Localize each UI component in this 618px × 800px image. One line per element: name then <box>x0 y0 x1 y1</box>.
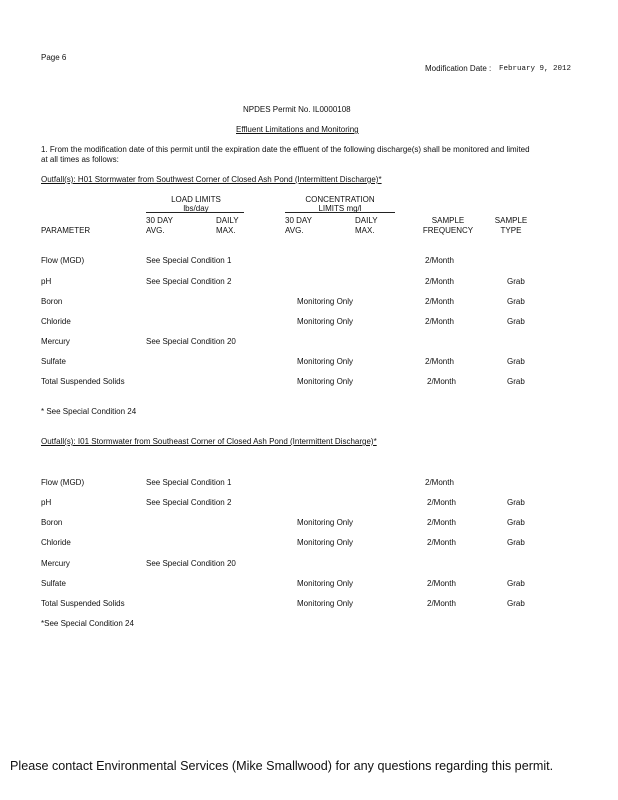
row-parameter: Chloride <box>41 538 71 547</box>
row-frequency: 2/Month <box>427 518 456 527</box>
row-concentration: Monitoring Only <box>297 599 354 608</box>
modification-date: February 9, 2012 <box>499 65 572 73</box>
row-parameter: Chloride <box>41 317 71 326</box>
row-frequency: 2/Month <box>427 377 456 386</box>
row-concentration: Monitoring Only <box>297 317 354 326</box>
row-parameter: Flow (MGD) <box>41 478 85 487</box>
row-parameter: Sulfate <box>41 357 66 366</box>
permit-number: NPDES Permit No. IL0000108 <box>243 105 351 114</box>
footer-contact-note: Please contact Environmental Services (Mike Smallwood) for any questions regarding this permit. <box>10 759 554 773</box>
conc-avg-label: AVG. <box>285 226 304 235</box>
row-type: Grab <box>507 498 525 507</box>
conc-daily-label: DAILY <box>355 216 378 225</box>
row-load: See Special Condition 2 <box>146 498 232 507</box>
section-title: Effluent Limitations and Monitoring <box>236 125 359 134</box>
concentration-limits-header: CONCENTRATION <box>305 195 375 204</box>
frequency-header: FREQUENCY <box>422 226 474 235</box>
row-type: Grab <box>507 538 525 547</box>
page-number: Page 6 <box>41 53 67 62</box>
load-limits-header: LOAD LIMITS <box>171 195 221 204</box>
row-type: Grab <box>507 518 525 527</box>
load-limits-units: lbs/day <box>183 204 209 213</box>
intro-line-2: at all times as follows: <box>41 155 119 164</box>
sample-type-header-line1: SAMPLE <box>494 216 528 225</box>
row-type: Grab <box>507 297 525 306</box>
row-type: Grab <box>507 599 525 608</box>
row-type: Grab <box>507 277 525 286</box>
row-parameter: Total Suspended Solids <box>41 599 125 608</box>
load-avg-label: AVG. <box>146 226 165 235</box>
sample-header: SAMPLE <box>431 216 465 225</box>
row-load: See Special Condition 1 <box>146 256 232 265</box>
row-parameter: Boron <box>41 297 63 306</box>
conc-max-label: MAX. <box>355 226 375 235</box>
row-frequency: 2/Month <box>425 277 454 286</box>
outfall-2-footnote: *See Special Condition 24 <box>41 619 134 628</box>
conc-30day-label: 30 DAY <box>285 216 312 225</box>
row-concentration: Monitoring Only <box>297 579 354 588</box>
outfall-1-title: Outfall(s): H01 Stormwater from Southwest Corner of Closed Ash Pond (Intermittent Discharge)* <box>41 175 382 184</box>
load-30day-label: 30 DAY <box>146 216 173 225</box>
row-concentration: Monitoring Only <box>297 357 354 366</box>
row-parameter: pH <box>41 277 52 286</box>
row-frequency: 2/Month <box>427 579 456 588</box>
row-parameter: Boron <box>41 518 63 527</box>
row-concentration: Monitoring Only <box>297 538 354 547</box>
outfall-1-footnote: * See Special Condition 24 <box>41 407 137 416</box>
row-concentration: Monitoring Only <box>297 377 354 386</box>
sample-type-header-line2: TYPE <box>500 226 522 235</box>
row-parameter: Mercury <box>41 559 70 568</box>
row-parameter: pH <box>41 498 52 507</box>
row-type: Grab <box>507 579 525 588</box>
row-load: See Special Condition 20 <box>146 559 236 568</box>
row-parameter: Sulfate <box>41 579 66 588</box>
concentration-limits-units: LIMITS mg/l <box>318 204 362 213</box>
parameter-header: PARAMETER <box>41 226 91 235</box>
row-parameter: Flow (MGD) <box>41 256 85 265</box>
intro-line-1: 1. From the modification date of this permit until the expiration date the effluent of the following discharge(s) shall be monitored and limited <box>41 145 530 154</box>
load-limits-rule <box>146 212 244 213</box>
row-frequency: 2/Month <box>427 599 456 608</box>
row-parameter: Mercury <box>41 337 70 346</box>
row-type: Grab <box>507 317 525 326</box>
row-type: Grab <box>507 357 525 366</box>
row-frequency: 2/Month <box>427 538 456 547</box>
row-frequency: 2/Month <box>425 317 454 326</box>
row-concentration: Monitoring Only <box>297 518 354 527</box>
row-parameter: Total Suspended Solids <box>41 377 125 386</box>
row-load: See Special Condition 20 <box>146 337 236 346</box>
row-frequency: 2/Month <box>425 256 454 265</box>
concentration-limits-rule <box>285 212 395 213</box>
row-frequency: 2/Month <box>425 297 454 306</box>
row-load: See Special Condition 1 <box>146 478 232 487</box>
row-concentration: Monitoring Only <box>297 297 354 306</box>
row-type: Grab <box>507 377 525 386</box>
row-frequency: 2/Month <box>425 478 454 487</box>
row-load: See Special Condition 2 <box>146 277 232 286</box>
outfall-2-title: Outfall(s): I01 Stormwater from Southeast Corner of Closed Ash Pond (Intermittent Discharge)* <box>41 437 377 446</box>
row-frequency: 2/Month <box>425 357 454 366</box>
load-daily-label: DAILY <box>216 216 239 225</box>
modification-label: Modification Date : <box>425 64 492 73</box>
load-max-label: MAX. <box>216 226 236 235</box>
row-frequency: 2/Month <box>427 498 456 507</box>
